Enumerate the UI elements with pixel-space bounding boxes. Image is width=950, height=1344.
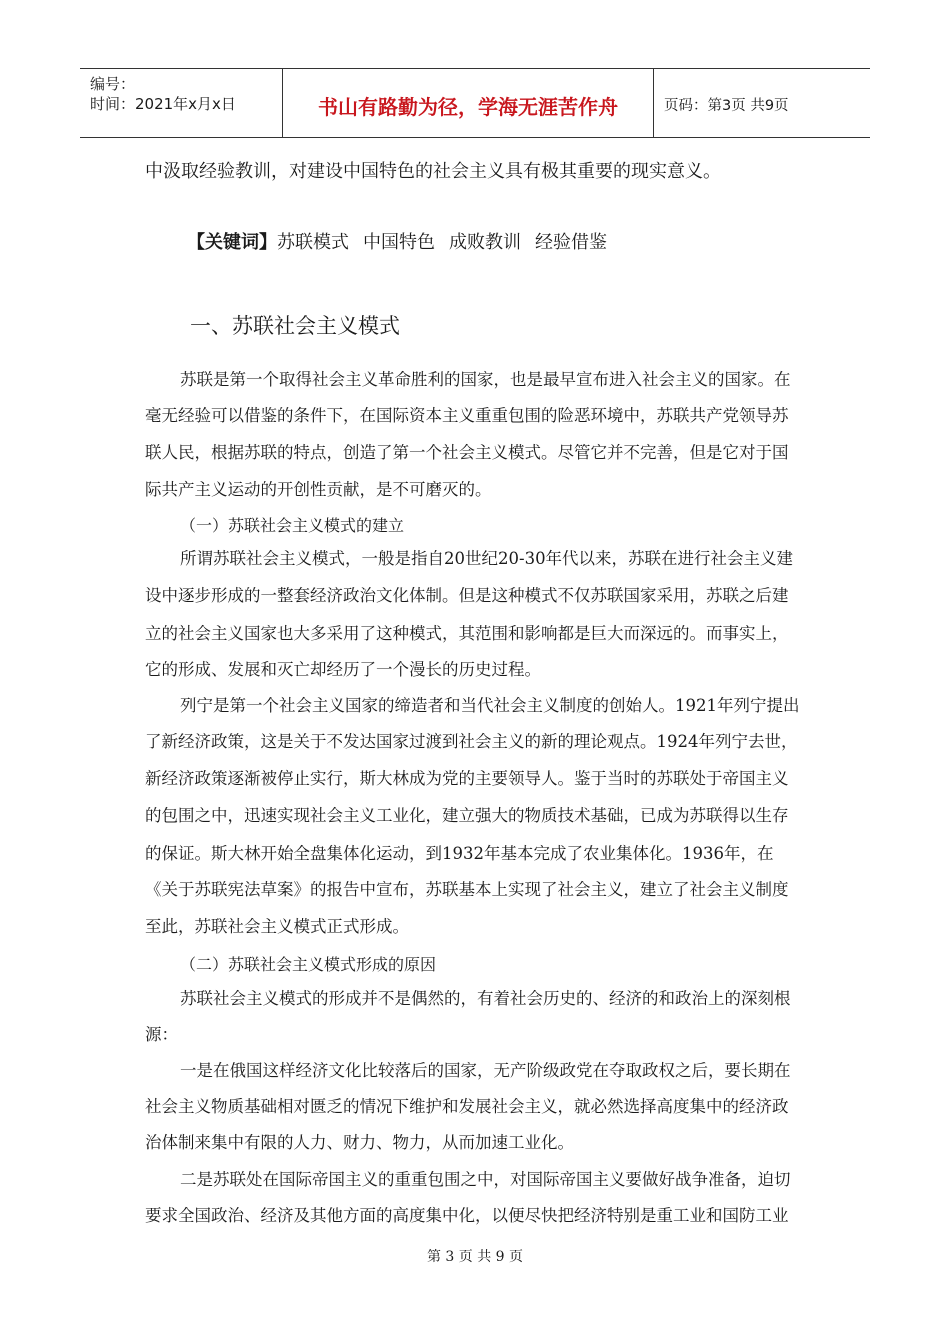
keyword: 苏联模式 (277, 232, 349, 253)
keyword: 中国特色 (363, 232, 435, 253)
body-line: 了新经济政策，这是关于不发达国家过渡到社会主义的新的理论观点。1924年列宁去世， (145, 732, 798, 751)
body-line: 毫无经验可以借鉴的条件下，在国际资本主义重重包围的险恶环境中，苏联共产党领导苏 (145, 406, 789, 425)
body-line: 二是苏联处在国际帝国主义的重重包围之中，对国际帝国主义要做好战争准备，迫切 (180, 1170, 791, 1189)
subsection-title: （一）苏联社会主义模式的建立 (180, 516, 405, 535)
body-line: 要求全国政治、经济及其他方面的高度集中化，以便尽快把经济特别是重工业和国防工业 (145, 1206, 789, 1225)
body-line: 它的形成、发展和灭亡却经历了一个漫长的历史过程。 (145, 660, 541, 679)
page-footer: 第 3 页 共 9 页 (426, 1249, 524, 1265)
page-header (80, 68, 870, 138)
body-line: 际共产主义运动的开创性贡献，是不可磨灭的。 (145, 480, 492, 499)
body-line: 设中逐步形成的一整套经济政治文化体制。但是这种模式不仅苏联国家采用，苏联之后建 (145, 586, 789, 605)
body-line: 的保证。斯大林开始全盘集体化运动，到1932年基本完成了农业集体化。1936年，在 (145, 844, 774, 863)
body-line: 源： (145, 1025, 178, 1044)
subsection-title: （二）苏联社会主义模式形成的原因 (180, 955, 437, 974)
body-line: 列宁是第一个社会主义国家的缔造者和当代社会主义制度的创始人。1921年列宁提出 (180, 696, 800, 715)
body-line: 一是在俄国这样经济文化比较落后的国家，无产阶级政党在夺取政权之后，要长期在 (180, 1061, 791, 1080)
body-line: 治体制来集中有限的人力、财力、物力，从而加速工业化。 (145, 1133, 574, 1152)
time-label: 时间：2021年x月x日 (90, 95, 236, 113)
section-title: 一、苏联社会主义模式 (190, 314, 400, 338)
motto: 书山有路勤为径，学海无涯苦作舟 (318, 95, 618, 119)
body-line: 苏联社会主义模式的形成并不是偶然的，有着社会历史的、经济的和政治上的深刻根 (180, 989, 791, 1008)
body-line: 所谓苏联社会主义模式，一般是指自20世纪20-30年代以来，苏联在进行社会主义建 (180, 549, 794, 568)
header-motto-cell (283, 69, 654, 137)
number-label: 编号： (90, 75, 136, 93)
body-line: 新经济政策逐渐被停止实行，斯大林成为党的主要领导人。鉴于当时的苏联处于帝国主义 (145, 769, 789, 788)
body-line: 苏联是第一个取得社会主义革命胜利的国家，也是最早宣布进入社会主义的国家。在 (180, 370, 791, 389)
keyword: 成败教训 (449, 232, 521, 253)
header-meta-cell (80, 69, 283, 137)
body-line: 联人民，根据苏联的特点，创造了第一个社会主义模式。尽管它并不完善，但是它对于国 (145, 443, 789, 462)
keywords-label: 【关键词】 (187, 232, 277, 253)
body-line: 立的社会主义国家也大多采用了这种模式，其范围和影响都是巨大而深远的。而事实上， (145, 624, 789, 643)
body-line: 的包围之中，迅速实现社会主义工业化，建立强大的物质技术基础，已成为苏联得以生存 (145, 806, 789, 825)
body-line: 至此，苏联社会主义模式正式形成。 (145, 917, 409, 936)
header-page-cell (654, 69, 870, 137)
page-label: 页码：第3页 共9页 (664, 98, 789, 114)
intro-line: 中汲取经验教训，对建设中国特色的社会主义具有极其重要的现实意义。 (145, 161, 721, 182)
keywords (187, 233, 607, 253)
body-line: 社会主义物质基础相对匮乏的情况下维护和发展社会主义，就必然选择高度集中的经济政 (145, 1097, 789, 1116)
body-line: 《关于苏联宪法草案》的报告中宣布，苏联基本上实现了社会主义，建立了社会主义制度 (145, 880, 789, 899)
keyword: 经验借鉴 (535, 232, 607, 253)
